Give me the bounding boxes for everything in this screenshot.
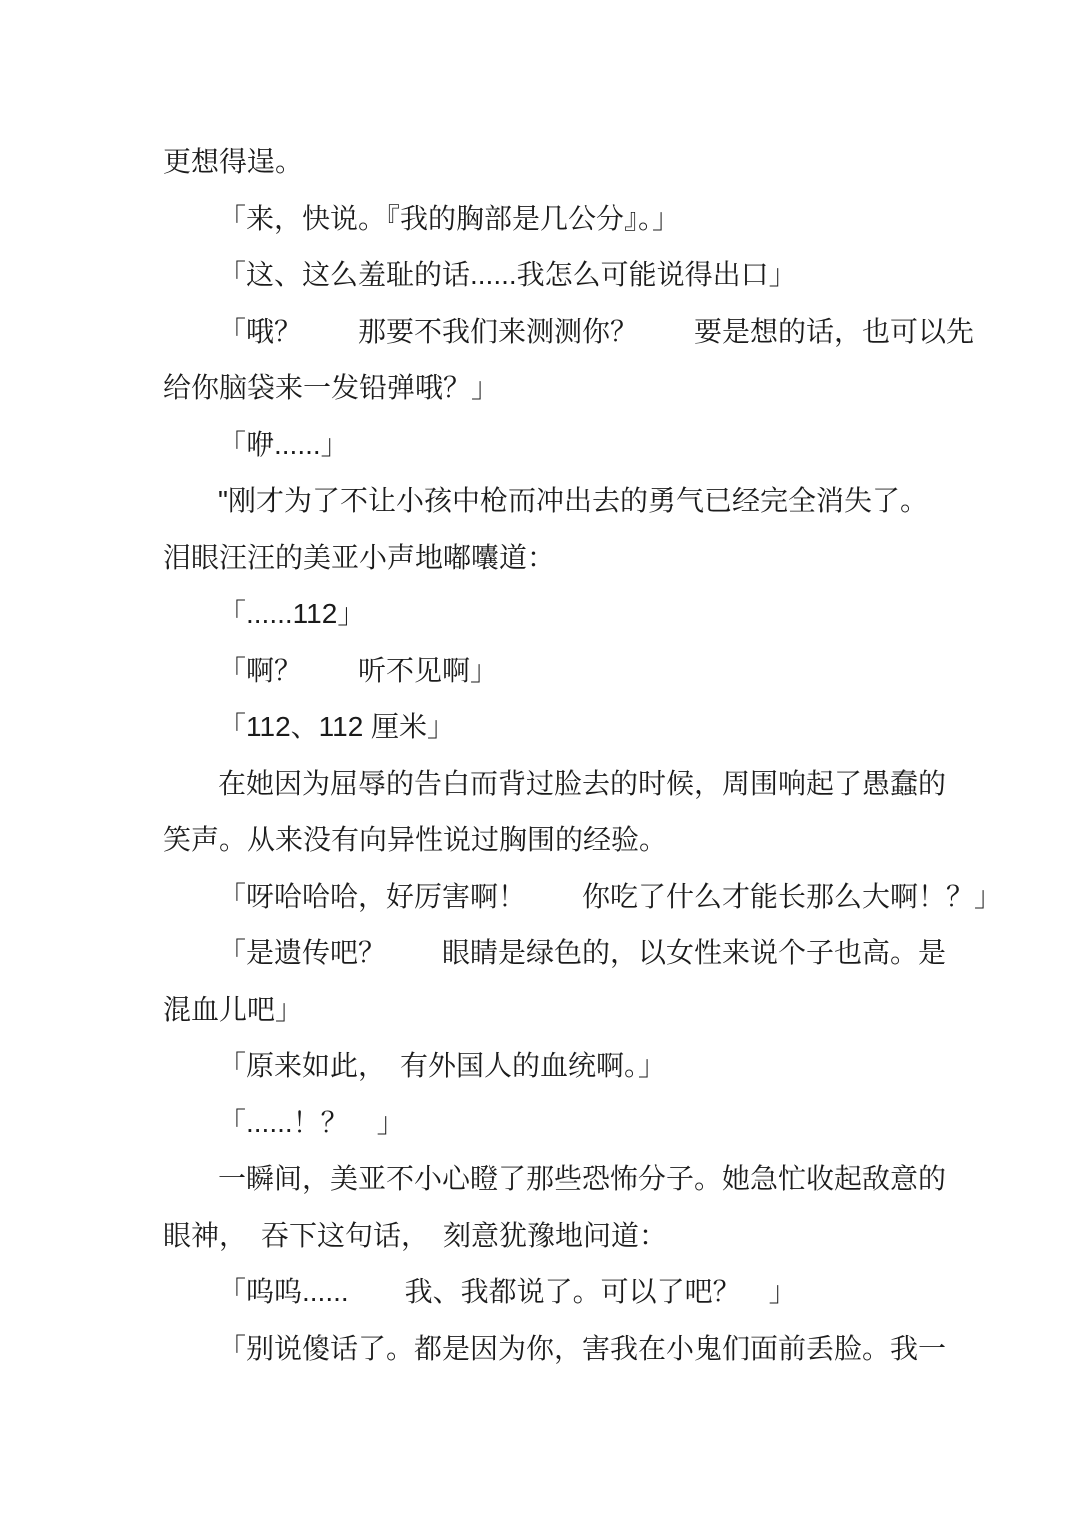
text-line: 更想得逞。	[163, 146, 304, 177]
text-line: 「哦？ 那要不我们来测测你？ 要是想的话，也可以先	[218, 315, 975, 347]
text-line: 「咿......」	[218, 428, 349, 460]
text-line: 「原来如此， 有外国人的血统啊。」	[218, 1050, 667, 1081]
text-line: 在她因为屈辱的告白而背过脸去的时候，周围响起了愚蠢的	[218, 767, 947, 799]
text-line: 「别说傻话了。都是因为你，害我在小鬼们面前丢脸。我一	[218, 1332, 947, 1364]
text-line: 「来，快说。『我的胸部是几公分』。」	[218, 202, 681, 234]
text-line: 「是遗传吧？ 眼睛是绿色的，以女性来说个子也高。是	[218, 937, 947, 968]
text-column	[163, 134, 1003, 1377]
text-line: 混血儿吧」	[163, 993, 304, 1025]
text-line: 一瞬间，美亚不小心瞪了那些恐怖分子。她急忙收起敌意的	[218, 1163, 947, 1194]
text-line: 「啊？ 听不见啊」	[218, 654, 499, 686]
text-line: 笑声。从来没有向异性说过胸围的经验。	[163, 824, 668, 855]
text-line: 「这、这么羞耻的话......我怎么可能说得出口」	[218, 259, 797, 290]
text-line: 「......112」	[218, 598, 366, 629]
text-line: 「呀哈哈哈，好厉害啊！ 你吃了什么才能长那么大啊！？」	[218, 880, 1003, 912]
text-line: 「呜呜...... 我、我都说了。可以了吧？ 」	[218, 1276, 797, 1307]
text-line: 泪眼汪汪的美亚小声地嘟囔道：	[163, 541, 556, 573]
text-line: "刚才为了不让小孩中枪而冲出去的勇气已经完全消失了。	[218, 485, 928, 516]
text-line: 眼神， 吞下这句话， 刻意犹豫地问道：	[163, 1219, 668, 1251]
text-line: 「......！？ 」	[218, 1106, 405, 1138]
text-line: 给你脑袋来一发铅弹哦？」	[163, 372, 500, 403]
text-line: 「112、112 厘米」	[218, 711, 456, 742]
